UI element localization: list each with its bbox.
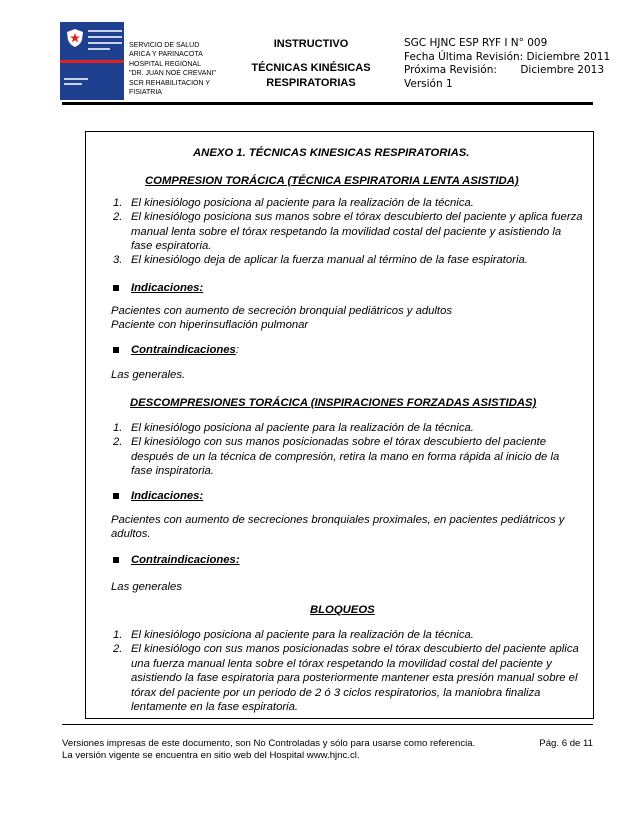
document-type: INSTRUCTIVO (273, 38, 349, 50)
bullet-icon (113, 347, 119, 353)
section-title-compresion: COMPRESION TORÁCICA (TÉCNICA ESPIRATORIA LENTA ASISTIDA) (145, 175, 519, 187)
bullet-icon (113, 493, 119, 499)
contraindications-text: Las generales. (111, 369, 186, 381)
indications-label: Indicaciones: (131, 490, 204, 502)
last-revision: Fecha Última Revisión: Diciembre 2011 (404, 50, 611, 63)
list-item: El kinesiólogo posiciona al paciente para la realización de la técnica. (131, 629, 474, 641)
indication-line: adultos. (111, 528, 151, 540)
list-item: El kinesiólogo posiciona al paciente para la realización de la técnica. (131, 197, 474, 209)
list-item: El kinesiólogo con sus manos posicionadas sobre el tórax descubierto del paciente después de un la técnica de compresión, retira la mano en forma rápida al inicio de la fase inspiratoria. (131, 436, 560, 477)
indication-line: Pacientes con aumento de secreciones bronquiales proximales, en pacientes pediátricos y (111, 514, 565, 526)
list-item: El kinesiólogo posiciona sus manos sobre el tórax descubierto del paciente y aplica fuerza manual lenta sobre el tórax respetando la movilidad costal del paciente y asistiendo la fase espiratoria. (131, 211, 583, 252)
contraindications-label: Contraindicaciones: (131, 554, 240, 566)
org-line: ARICA Y PARINACOTA (129, 51, 203, 59)
org-line: FISIATRIA (129, 89, 162, 97)
section-title-bloqueos: BLOQUEOS (310, 604, 375, 616)
coat-of-arms-icon (65, 28, 85, 48)
document-title-line-2: RESPIRATORIAS (266, 77, 356, 89)
header-divider (62, 102, 593, 105)
contraindications-colon: : (235, 344, 239, 356)
organization-block (129, 41, 224, 97)
footer-disclaimer: Versiones impresas de este documento, son No Controladas y sólo para usarse como referencia. (62, 738, 476, 749)
indications-label: Indicaciones: (131, 282, 204, 294)
org-line: "DR. JUAN NOE CREVANI" (129, 70, 216, 78)
list-number: 3. (113, 254, 123, 266)
section-title-descompresiones: DESCOMPRESIONES TORÁCICA (INSPIRACIONES FORZADAS ASISTIDAS) (130, 397, 537, 409)
bullet-icon (113, 557, 119, 563)
org-line: SCR REHABILITACION Y (129, 79, 211, 87)
list-number: 1. (113, 422, 123, 434)
version: Versión 1 (404, 77, 453, 90)
list-item: El kinesiólogo posiciona al paciente para la realización de la técnica. (131, 422, 474, 434)
org-line: HOSPITAL REGIONAL (129, 60, 201, 68)
page-number: Pág. 6 de 11 (539, 738, 593, 749)
next-revision-value: Diciembre 2013 (520, 64, 604, 77)
list-number: 2. (113, 211, 123, 223)
list-number: 1. (113, 629, 123, 641)
list-number: 2. (113, 436, 123, 448)
list-number: 2. (113, 643, 123, 655)
contraindications-label: Contraindicaciones (131, 344, 236, 356)
list-item: El kinesiólogo con sus manos posicionadas sobre el tórax descubierto del paciente aplica una fuerza manual lenta sobre el tórax respetando la movilidad costal del paciente y asistiendo la fase espiratoria para posteriormente mantener esta presión manual sobre el tórax del paciente por un periodo de 2 ó 3 ciclos respiratorios, la maniobra finaliza lentamente en la fase espiratoria. (131, 643, 579, 713)
next-revision-label: Próxima Revisión: (404, 64, 497, 77)
footer-divider (62, 724, 593, 725)
contraindications-heading (131, 343, 239, 357)
indication-line: Paciente con hiperinsuflación pulmonar (111, 319, 309, 331)
hospital-logo (60, 22, 124, 100)
list-item: El kinesiólogo deja de aplicar la fuerza manual al término de la fase espiratoria. (131, 254, 528, 266)
document-code: SGC HJNC ESP RYF I N° 009 (404, 37, 548, 49)
annex-title: ANEXO 1. TÉCNICAS KINESICAS RESPIRATORIAS. (193, 147, 470, 159)
document-control-block (404, 37, 611, 91)
document-title-line-1: TÉCNICAS KINÉSICAS (251, 62, 371, 74)
footer-website-note: La versión vigente se encuentra en sitio web del Hospital www.hjnc.cl. (62, 750, 360, 761)
indication-line: Pacientes con aumento de secreción bronquial pediátricos y adultos (111, 305, 452, 317)
org-line: SERVICIO DE SALUD (129, 42, 200, 49)
bullet-icon (113, 285, 119, 291)
list-number: 1. (113, 197, 123, 209)
contraindications-text: Las generales (111, 581, 182, 593)
